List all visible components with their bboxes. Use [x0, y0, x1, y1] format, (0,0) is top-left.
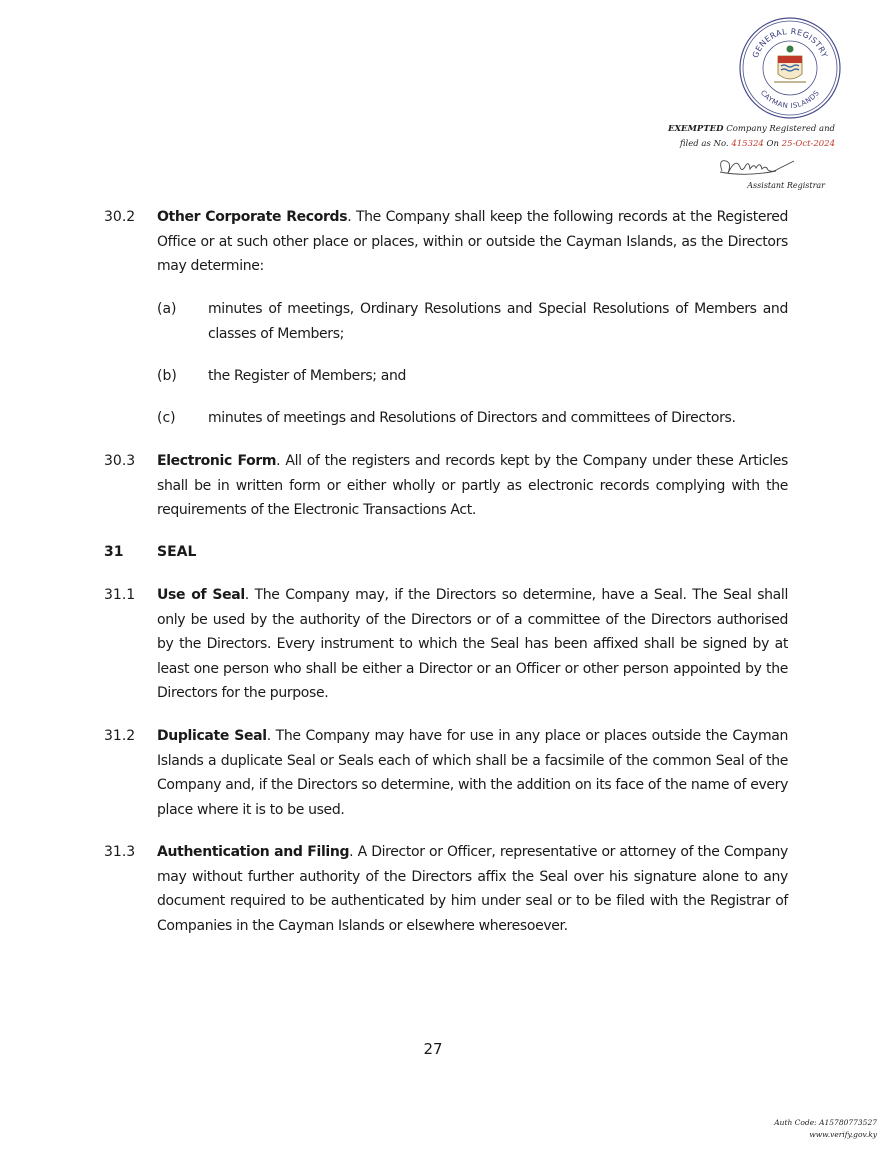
list-item-a — [157, 297, 788, 346]
clause-number: 31.1 — [104, 587, 136, 603]
exempted-label: EXEMPTED — [667, 124, 724, 134]
page-number: 27 — [423, 1040, 443, 1058]
signature-icon — [716, 151, 798, 179]
list-item-b — [157, 364, 788, 389]
seal-bottom-text: CAYMAN ISLANDS — [758, 88, 822, 111]
filed-prefix: filed as No. — [679, 139, 729, 149]
item-label: (c) — [157, 410, 176, 426]
clause-31-3 — [104, 840, 788, 938]
clause-title: Electronic Form — [157, 453, 277, 469]
clause-text: . The Company may, if the Directors so determine, have a Seal. The Seal shall only be used by the authority of the Directors or of a committee of the Directors authorised by the Directors. Every instrument to which the Seal has been affixed shall be signed by at least one person who shall be either a Director or an Officer or other person appointed by the Directors for the purpose. — [157, 587, 788, 701]
clause-title: Use of Seal — [157, 587, 245, 603]
registered-label: Company Registered and — [726, 124, 835, 134]
item-text: the Register of Members; and — [208, 368, 407, 384]
clause-number: 30.3 — [104, 453, 136, 469]
registration-date: 25-Oct-2024 — [781, 139, 835, 149]
auth-code: Auth Code: A15780773527 — [774, 1118, 877, 1127]
clause-number: 30.2 — [104, 209, 136, 225]
registration-stamp-text — [615, 122, 835, 152]
section-title: SEAL — [157, 544, 197, 560]
section-number: 31 — [104, 544, 124, 560]
clause-number: 31.3 — [104, 844, 136, 860]
signer-title: Assistant Registrar — [747, 181, 825, 190]
item-label: (b) — [157, 368, 177, 384]
clause-title: Duplicate Seal — [157, 728, 267, 744]
clause-text: . The Company shall keep the following records at the Registered Office or at such other place or places, within or outside the Cayman Islands, as the Directors may determine: — [157, 209, 788, 274]
item-text: minutes of meetings, Ordinary Resolutions and Special Resolutions of Members and classes of Members; — [208, 301, 788, 342]
registration-number: 415324 — [731, 139, 764, 149]
clause-text: . A Director or Officer, representative or attorney of the Company may without further authority of the Directors affix the Seal over his signature alone to any document required to be authenticated by him under seal or to be filed with the Registrar of Companies in the Cayman Islands or elsewhere wheresoever. — [157, 844, 788, 934]
authentication-footer — [774, 1117, 877, 1141]
svg-text:GENERAL REGISTRY — [751, 27, 829, 59]
stamp-line-2 — [615, 137, 835, 152]
clause-title: Authentication and Filing — [157, 844, 350, 860]
seal-top-text: GENERAL REGISTRY — [750, 26, 830, 60]
item-label: (a) — [157, 301, 177, 317]
on-label: On — [766, 139, 779, 149]
clause-30-2 — [104, 205, 788, 279]
registry-seal — [738, 16, 842, 120]
list-item-c — [157, 406, 788, 431]
clause-30-3 — [104, 449, 788, 523]
section-heading-31 — [104, 540, 197, 565]
coat-of-arms-icon — [774, 46, 806, 83]
item-text: minutes of meetings and Resolutions of Directors and committees of Directors. — [208, 410, 736, 426]
clause-text: . All of the registers and records kept by the Company under these Articles shall be in written form or either wholly or partly as electronic records complying with the requirements of the Electronic Transactions Act. — [157, 453, 788, 518]
verify-url: www.verify.gov.ky — [809, 1130, 877, 1139]
clause-number: 31.2 — [104, 728, 136, 744]
stamp-line-1 — [615, 122, 835, 137]
clause-31-1 — [104, 583, 788, 706]
clause-title: Other Corporate Records — [157, 209, 348, 225]
clause-text: . The Company may have for use in any place or places outside the Cayman Islands a duplicate Seal or Seals each of which shall be a facsimile of the common Seal of the Company and, if the Directors so determine, with the addition on its face of the name of every place where it is to be used. — [157, 728, 788, 818]
clause-31-2 — [104, 724, 788, 822]
svg-text:CAYMAN ISLANDS — [759, 89, 821, 110]
